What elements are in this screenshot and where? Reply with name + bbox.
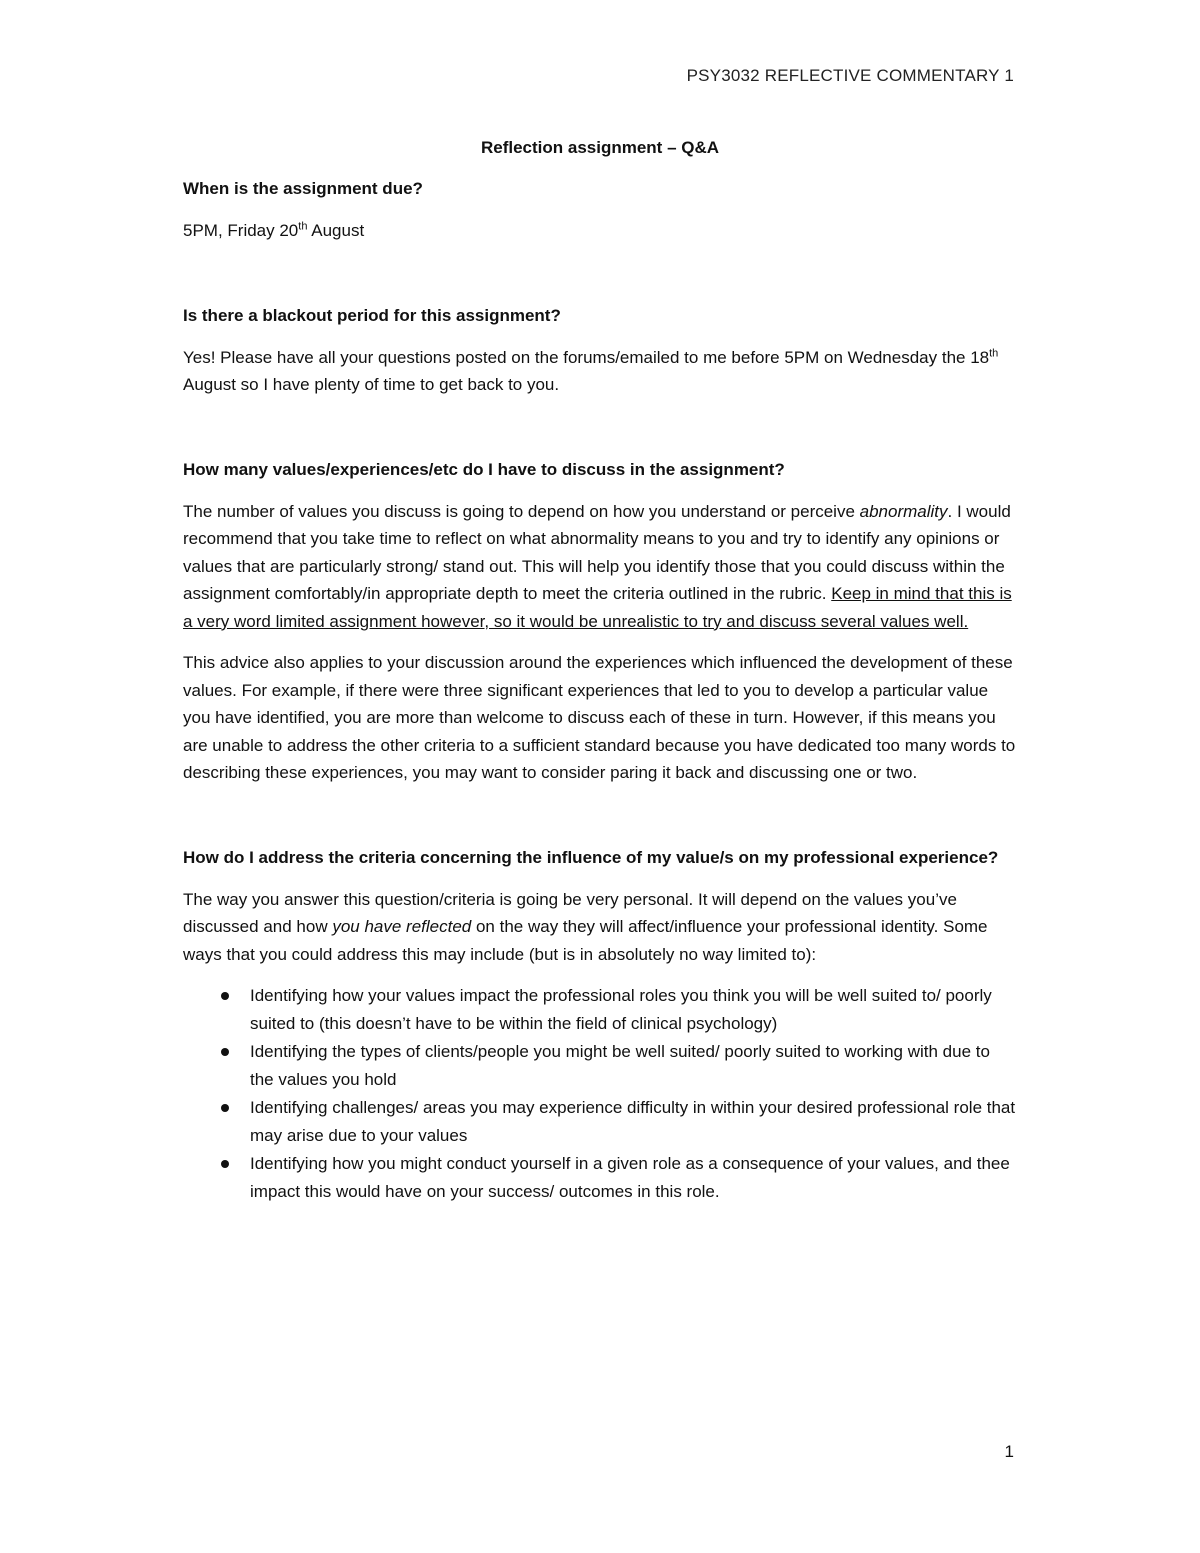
answer-text: on the way they will affect/influence your professional identity. Some ways that you could address this may include (but is in absolutely no way limited to): (183, 917, 988, 964)
answer-text: August so I have plenty of time to get back to you. (183, 375, 560, 394)
answer-text: 5PM, Friday 20 (183, 221, 299, 240)
answer-text: August (307, 221, 365, 240)
answer-how-many-values (183, 498, 1017, 636)
bullet-icon (221, 1048, 229, 1056)
list-item (183, 1150, 1017, 1206)
question-professional-influence: How do I address the criteria concerning the influence of my value/s on my professional experience? (183, 847, 999, 867)
bullet-icon (221, 1160, 229, 1168)
page-number: 1 (1004, 1442, 1014, 1461)
answer-text: Yes! Please have all your questions posted on the forums/emailed to me before 5PM on Wednesday the 18 (183, 347, 990, 367)
answer-due-date (183, 217, 1017, 245)
document-title: Reflection assignment – Q&A (480, 138, 720, 157)
bullet-icon (221, 992, 229, 1000)
suggestion-list (183, 982, 1017, 1206)
list-item-text: Identifying how you might conduct yourself in a given role as a consequence of your values, and thee impact this would have on your success/ outcomes in this role. (250, 1154, 1010, 1201)
answer-text: The number of values you discuss is going to depend on how you understand or perceive (183, 501, 860, 521)
bullet-icon (221, 1104, 229, 1112)
question-due-date: When is the assignment due? (183, 179, 423, 198)
question-blackout-period: Is there a blackout period for this assignment? (183, 305, 561, 325)
underlined-note: Keep in mind that this is a very word limited assignment however, so it would be unrealistic to try and discuss several values well. (183, 584, 1012, 631)
ordinal-suffix: th (989, 346, 999, 359)
list-item-text: Identifying how your values impact the professional roles you think you will be well suited to/ poorly suited to (this doesn’t have to be within the field of clinical psychology) (250, 986, 992, 1033)
list-item (183, 1038, 1017, 1094)
document-body (183, 134, 1017, 1206)
emphasis-text: abnormality (859, 501, 948, 521)
answer-blackout-period (183, 344, 1017, 399)
answer-professional-influence (183, 886, 1017, 969)
list-item-text: Identifying challenges/ areas you may experience difficulty in within your desired professional role that may arise due to your values (250, 1098, 1016, 1145)
list-item-text: Identifying the types of clients/people you might be well suited/ poorly suited to working with due to the values you hold (250, 1042, 990, 1089)
list-item (183, 1094, 1017, 1150)
running-head: PSY3032 REFLECTIVE COMMENTARY 1 (686, 66, 1014, 85)
list-item (183, 982, 1017, 1038)
answer-text: The way you answer this question/criteria is going be very personal. It will depend on the values you’ve discussed and how (183, 889, 957, 936)
answer-experiences-advice: This advice also applies to your discussion around the experiences which influenced the development of these values. For example, if there were three significant experiences that led to you to develop a particular value you have identified, you are more than welcome to discuss each of these in turn. However, if this means you are unable to address the other criteria to a sufficient standard because you have dedicated too many words to describing these experiences, you may want to consider paring it back and discussing one or two. (183, 653, 1016, 782)
ordinal-suffix: th (298, 220, 308, 233)
question-how-many-values: How many values/experiences/etc do I have to discuss in the assignment? (183, 459, 785, 479)
emphasis-text: you have reflected (332, 917, 472, 936)
answer-text: . I would recommend that you take time to reflect on what abnormality means to you and try to identify any opinions or values that are particularly strong/ stand out. This will help you identify those that you could discuss within the assignment comfortably/in appropriate depth to meet the criteria outlined in the rubric. (183, 501, 1011, 603)
